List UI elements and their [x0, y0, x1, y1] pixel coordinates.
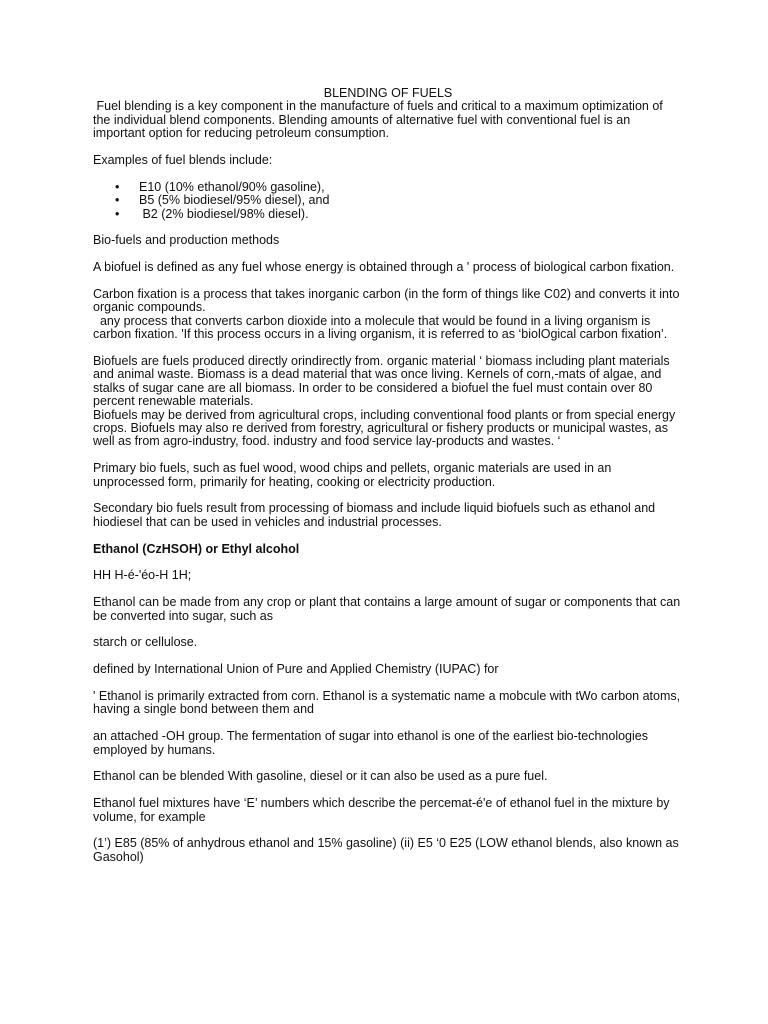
list-item [93, 208, 683, 221]
carbon-fixation-paragraph-2: any process that converts carbon dioxide into a molecule that would be found in a living organism is carbon fixation. 'If this process occurs in a living organism, it is referred to as ‘biolOgical carbon fixation’. [93, 313, 668, 342]
biofuel-definition: A biofuel is defined as any fuel whose energy is obtained through a ' process of biological carbon fixation. [93, 260, 675, 275]
ethanol-paragraph-1: Ethanol can be made from any crop or plant that contains a large amount of sugar or components that can be converted into sugar, such as [93, 595, 681, 623]
biofuels-paragraph-2: Biofuels may be derived from agricultural crops, including conventional food plants or from special energy crops. Biofuels may also re derived from forestry, agricultural or fishery products or municipal wastes, as well as from agro-industry, food. industry and food service lay-products and wastes. ‘ [93, 407, 676, 449]
examples-heading: Examples of fuel blends include: [93, 153, 273, 168]
ethanol-paragraph-6: Ethanol can be blended With gasoline, diesel or it can also be used as a pure fuel. [93, 769, 548, 784]
fuel-blend-list [93, 181, 683, 221]
primary-biofuels-paragraph: Primary bio fuels, such as fuel wood, wood chips and pellets, organic materials are used in an unprocessed form, primarily for heating, cooking or electricity production. [93, 461, 612, 489]
document-title: BLENDING OF FUELS [323, 86, 453, 100]
bullet-icon: • [115, 179, 120, 194]
biofuels-paragraph: Biofuels are fuels produced directly orindirectly from. organic material ‘ biomass including plant materials and animal waste. Biomass is a dead material that was once living. Kernels of corn,-mats of algae, and stalks of sugar cane are all biomass. In order to be considered a biofuel the fuel must contain over 80 percent renewable materials. [93, 354, 670, 409]
ethanol-heading: Ethanol (CzHSOH) or Ethyl alcohol [93, 541, 300, 556]
intro-paragraph: Fuel blending is a key component in the manufacture of fuels and critical to a maximum optimization of the individual blend components. Blending amounts of alternative fuel with conventional fuel is an important option for reducing petroleum consumption. [93, 99, 667, 141]
ethanol-paragraph-8: (1’) E85 (85% of anhydrous ethanol and 15% gasoline) (ii) E5 ‘0 E25 (LOW ethanol blends, also known as Gasohol) [93, 836, 679, 864]
ethanol-paragraph-2: starch or cellulose. [93, 635, 198, 650]
ethanol-paragraph-3: defined by International Union of Pure and Applied Chemistry (IUPAC) for [93, 662, 499, 677]
bullet-icon: • [115, 206, 120, 221]
carbon-fixation-paragraph: Carbon fixation is a process that takes inorganic carbon (in the form of things like C02) and converts it into organic compounds. [93, 287, 680, 315]
list-item-text: E10 (10% ethanol/90% gasoline), [139, 179, 325, 194]
ethanol-paragraph-7: Ethanol fuel mixtures have ‘E’ numbers which describe the percemat-é'e of ethanol fuel in the mixture by volume, for example [93, 796, 670, 824]
bullet-icon: • [115, 193, 120, 208]
list-item-text: B5 (5% biodiesel/95% diesel), and [139, 193, 330, 208]
list-item [93, 194, 683, 207]
document-body [93, 87, 683, 864]
list-item [93, 181, 683, 194]
ethanol-paragraph-4: ' Ethanol is primarily extracted from corn. Ethanol is a systematic name a mobcule with tWo carbon atoms, having a single bond between them and [93, 689, 681, 717]
secondary-biofuels-paragraph: Secondary bio fuels result from processing of biomass and include liquid biofuels such as ethanol and hiodiesel that can be used in vehicles and industrial processes. [93, 501, 656, 529]
biofuels-heading: Bio-fuels and production methods [93, 233, 280, 248]
list-item-text: B2 (2% biodiesel/98% diesel). [139, 206, 309, 221]
ethanol-paragraph-5: an attached -OH group. The fermentation of sugar into ethanol is one of the earliest bio-technologies employed by humans. [93, 729, 648, 757]
ethanol-formula: HH H-é-'éo-H 1H; [93, 568, 192, 583]
